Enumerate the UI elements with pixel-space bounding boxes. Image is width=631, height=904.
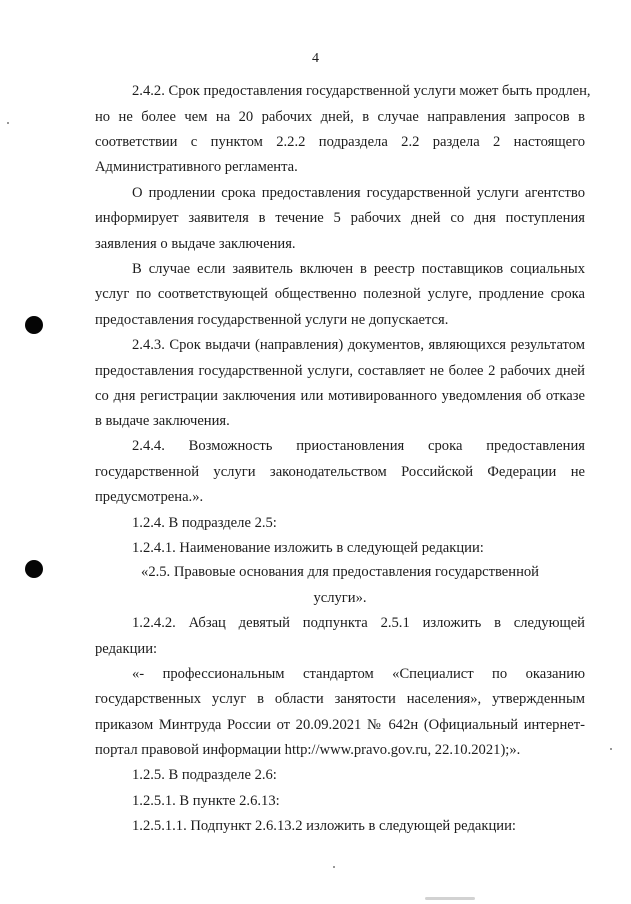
scan-speck [333, 866, 335, 868]
text-line: 1.2.5. В подразделе 2.6: [132, 767, 277, 783]
text-line: 1.2.5.1. В пункте 2.6.13: [132, 793, 280, 809]
text-line: 2.4.3. Срок выдачи (направления) документов, являющихся результатом [132, 337, 585, 353]
text-line: услуг по соответствующей общественно полезной услуге, продление срока [95, 286, 585, 302]
text-line: услуги». [313, 590, 367, 606]
text-line: предоставления государственной услуги не допускается. [95, 312, 449, 328]
text-line: предоставления государственной услуги, составляет не более 2 рабочих дней [95, 363, 585, 379]
page-number: 4 [312, 51, 319, 66]
text-line: 1.2.4. В подразделе 2.5: [132, 515, 277, 531]
text-line: В случае если заявитель включен в реестр поставщиков социальных [132, 261, 585, 277]
text-line: 2.4.4. Возможность приостановления срока предоставления [132, 438, 585, 454]
scan-smudge [425, 897, 475, 900]
scan-speck [7, 122, 9, 124]
punch-hole-mark [25, 316, 43, 334]
text-line: 1.2.4.2. Абзац девятый подпункта 2.5.1 изложить в следующей [132, 615, 585, 631]
text-line: заявления о выдаче заключения. [95, 236, 296, 252]
text-line: но не более чем на 20 рабочих дней, в случае направления запросов в [95, 109, 585, 125]
text-line: портал правовой информации http://www.pravo.gov.ru, 22.10.2021);». [95, 742, 521, 758]
punch-hole-mark [25, 560, 43, 578]
text-line: О продлении срока предоставления государственной услуги агентство [132, 185, 585, 201]
text-line: в выдаче заключения. [95, 413, 230, 429]
text-line: Административного регламента. [95, 159, 298, 175]
scan-speck [610, 748, 612, 750]
text-line: приказом Минтруда России от 20.09.2021 № 642н (Официальный интернет- [95, 717, 585, 733]
text-line: 1.2.4.1. Наименование изложить в следующей редакции: [132, 540, 484, 556]
text-line: 1.2.5.1.1. Подпункт 2.6.13.2 изложить в следующей редакции: [132, 818, 516, 834]
text-line: со дня регистрации заключения или мотивированного уведомления об отказе [95, 388, 585, 404]
text-line: редакции: [95, 641, 158, 657]
text-line: «- профессиональным стандартом «Специалист по оказанию [132, 666, 585, 682]
text-line: государственных услуг в области занятости населения», утвержденным [95, 691, 585, 707]
text-line: информирует заявителя в течение 5 рабочих дней со дня поступления [95, 210, 585, 226]
text-line: государственной услуги законодательством Российской Федерации не [95, 464, 585, 480]
text-line: соответствии с пунктом 2.2.2 подраздела 2.2 раздела 2 настоящего [95, 134, 585, 150]
text-line: «2.5. Правовые основания для предоставления государственной [141, 564, 539, 580]
text-line: предусмотрена.». [95, 489, 204, 505]
text-line: 2.4.2. Срок предоставления государственной услуги может быть продлен, [132, 83, 591, 99]
